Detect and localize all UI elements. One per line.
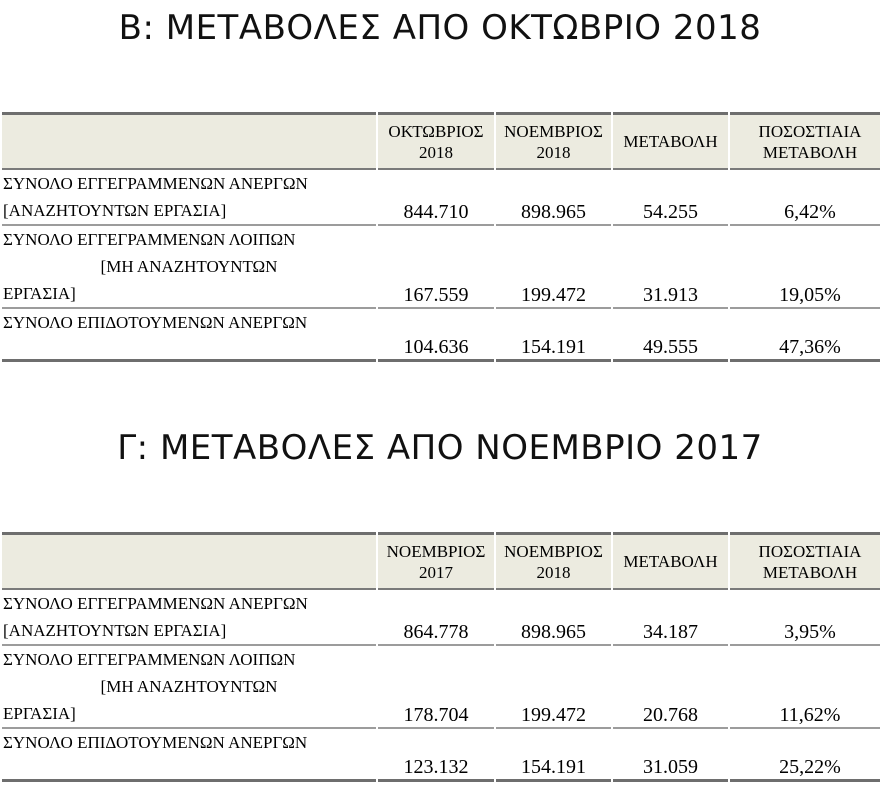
- row-label: [2, 226, 376, 309]
- value-cell: 104.636: [378, 309, 494, 362]
- table-row: [2, 226, 880, 309]
- row-label-line: [ΜΗ ΑΝΑΖΗΤΟΥΝΤΩΝ: [100, 677, 278, 696]
- row-label: [2, 309, 376, 362]
- value-cell: 154.191: [496, 729, 611, 782]
- percent-cell: 19,05%: [730, 226, 880, 309]
- row-label-line: ΕΡΓΑΣΙΑ]: [3, 284, 76, 303]
- column-header-change: ΜΕΤΑΒΟΛΗ: [613, 532, 728, 590]
- column-header-percent-change: ΠΟΣΟΣΤΙΑΙΑ ΜΕΤΑΒΟΛΗ: [730, 532, 880, 590]
- table-row: [2, 729, 880, 782]
- column-header-change: ΜΕΤΑΒΟΛΗ: [613, 112, 728, 170]
- section-b-table: [0, 112, 880, 362]
- row-label-line: ΣΥΝΟΛΟ ΕΓΓΕΓΡΑΜΜΕΝΩΝ ΑΝΕΡΓΩΝ: [3, 594, 308, 613]
- table-row: [2, 590, 880, 646]
- column-header-empty: [2, 112, 376, 170]
- value-cell: 178.704: [378, 646, 494, 729]
- row-label-line: ΣΥΝΟΛΟ ΕΓΓΕΓΡΑΜΜΕΝΩΝ ΛΟΙΠΩΝ: [3, 230, 296, 249]
- column-header-november-2018: ΝΟΕΜΒΡΙΟΣ 2018: [496, 112, 611, 170]
- row-label-line: ΣΥΝΟΛΟ ΕΠΙΔΟΤΟΥΜΕΝΩΝ ΑΝΕΡΓΩΝ: [3, 313, 308, 332]
- value-cell: 31.059: [613, 729, 728, 782]
- column-header-november-2017: ΝΟΕΜΒΡΙΟΣ 2017: [378, 532, 494, 590]
- percent-cell: 6,42%: [730, 170, 880, 226]
- row-label-line: [ΑΝΑΖΗΤΟΥΝΤΩΝ ΕΡΓΑΣΙΑ]: [3, 621, 227, 640]
- section-c-table: [0, 532, 880, 782]
- row-label: [2, 590, 376, 646]
- section-b-title: Β: ΜΕΤΑΒΟΛΕΣ ΑΠΟ ΟΚΤΩΒΡΙΟ 2018: [118, 8, 762, 48]
- row-label-line: ΣΥΝΟΛΟ ΕΠΙΔΟΤΟΥΜΕΝΩΝ ΑΝΕΡΓΩΝ: [3, 733, 308, 752]
- column-header-november-2018: ΝΟΕΜΒΡΙΟΣ 2018: [496, 532, 611, 590]
- value-cell: 199.472: [496, 646, 611, 729]
- table-row: [2, 309, 880, 362]
- percent-cell: 47,36%: [730, 309, 880, 362]
- value-cell: 199.472: [496, 226, 611, 309]
- section-c-header-row: [2, 532, 880, 590]
- row-label-line: [ΑΝΑΖΗΤΟΥΝΤΩΝ ΕΡΓΑΣΙΑ]: [3, 201, 227, 220]
- value-cell: 844.710: [378, 170, 494, 226]
- row-label: [2, 646, 376, 729]
- value-cell: 31.913: [613, 226, 728, 309]
- value-cell: 898.965: [496, 590, 611, 646]
- value-cell: 49.555: [613, 309, 728, 362]
- value-cell: 898.965: [496, 170, 611, 226]
- row-label: [2, 170, 376, 226]
- section-c-title: Γ: ΜΕΤΑΒΟΛΕΣ ΑΠΟ ΝΟΕΜΒΡΙΟ 2017: [117, 428, 763, 468]
- percent-cell: 25,22%: [730, 729, 880, 782]
- value-cell: 123.132: [378, 729, 494, 782]
- row-label-line: ΣΥΝΟΛΟ ΕΓΓΕΓΡΑΜΜΕΝΩΝ ΛΟΙΠΩΝ: [3, 650, 296, 669]
- column-header-empty: [2, 532, 376, 590]
- row-label-line: ΕΡΓΑΣΙΑ]: [3, 704, 76, 723]
- section-b-header-row: [2, 112, 880, 170]
- table-row: [2, 170, 880, 226]
- row-label: [2, 729, 376, 782]
- column-header-percent-change: ΠΟΣΟΣΤΙΑΙΑ ΜΕΤΑΒΟΛΗ: [730, 112, 880, 170]
- value-cell: 167.559: [378, 226, 494, 309]
- column-header-october-2018: ΟΚΤΩΒΡΙΟΣ 2018: [378, 112, 494, 170]
- value-cell: 20.768: [613, 646, 728, 729]
- percent-cell: 3,95%: [730, 590, 880, 646]
- percent-cell: 11,62%: [730, 646, 880, 729]
- row-label-line: ΣΥΝΟΛΟ ΕΓΓΕΓΡΑΜΜΕΝΩΝ ΑΝΕΡΓΩΝ: [3, 174, 308, 193]
- row-label-line: [ΜΗ ΑΝΑΖΗΤΟΥΝΤΩΝ: [100, 257, 278, 276]
- value-cell: 54.255: [613, 170, 728, 226]
- value-cell: 864.778: [378, 590, 494, 646]
- table-row: [2, 646, 880, 729]
- value-cell: 34.187: [613, 590, 728, 646]
- value-cell: 154.191: [496, 309, 611, 362]
